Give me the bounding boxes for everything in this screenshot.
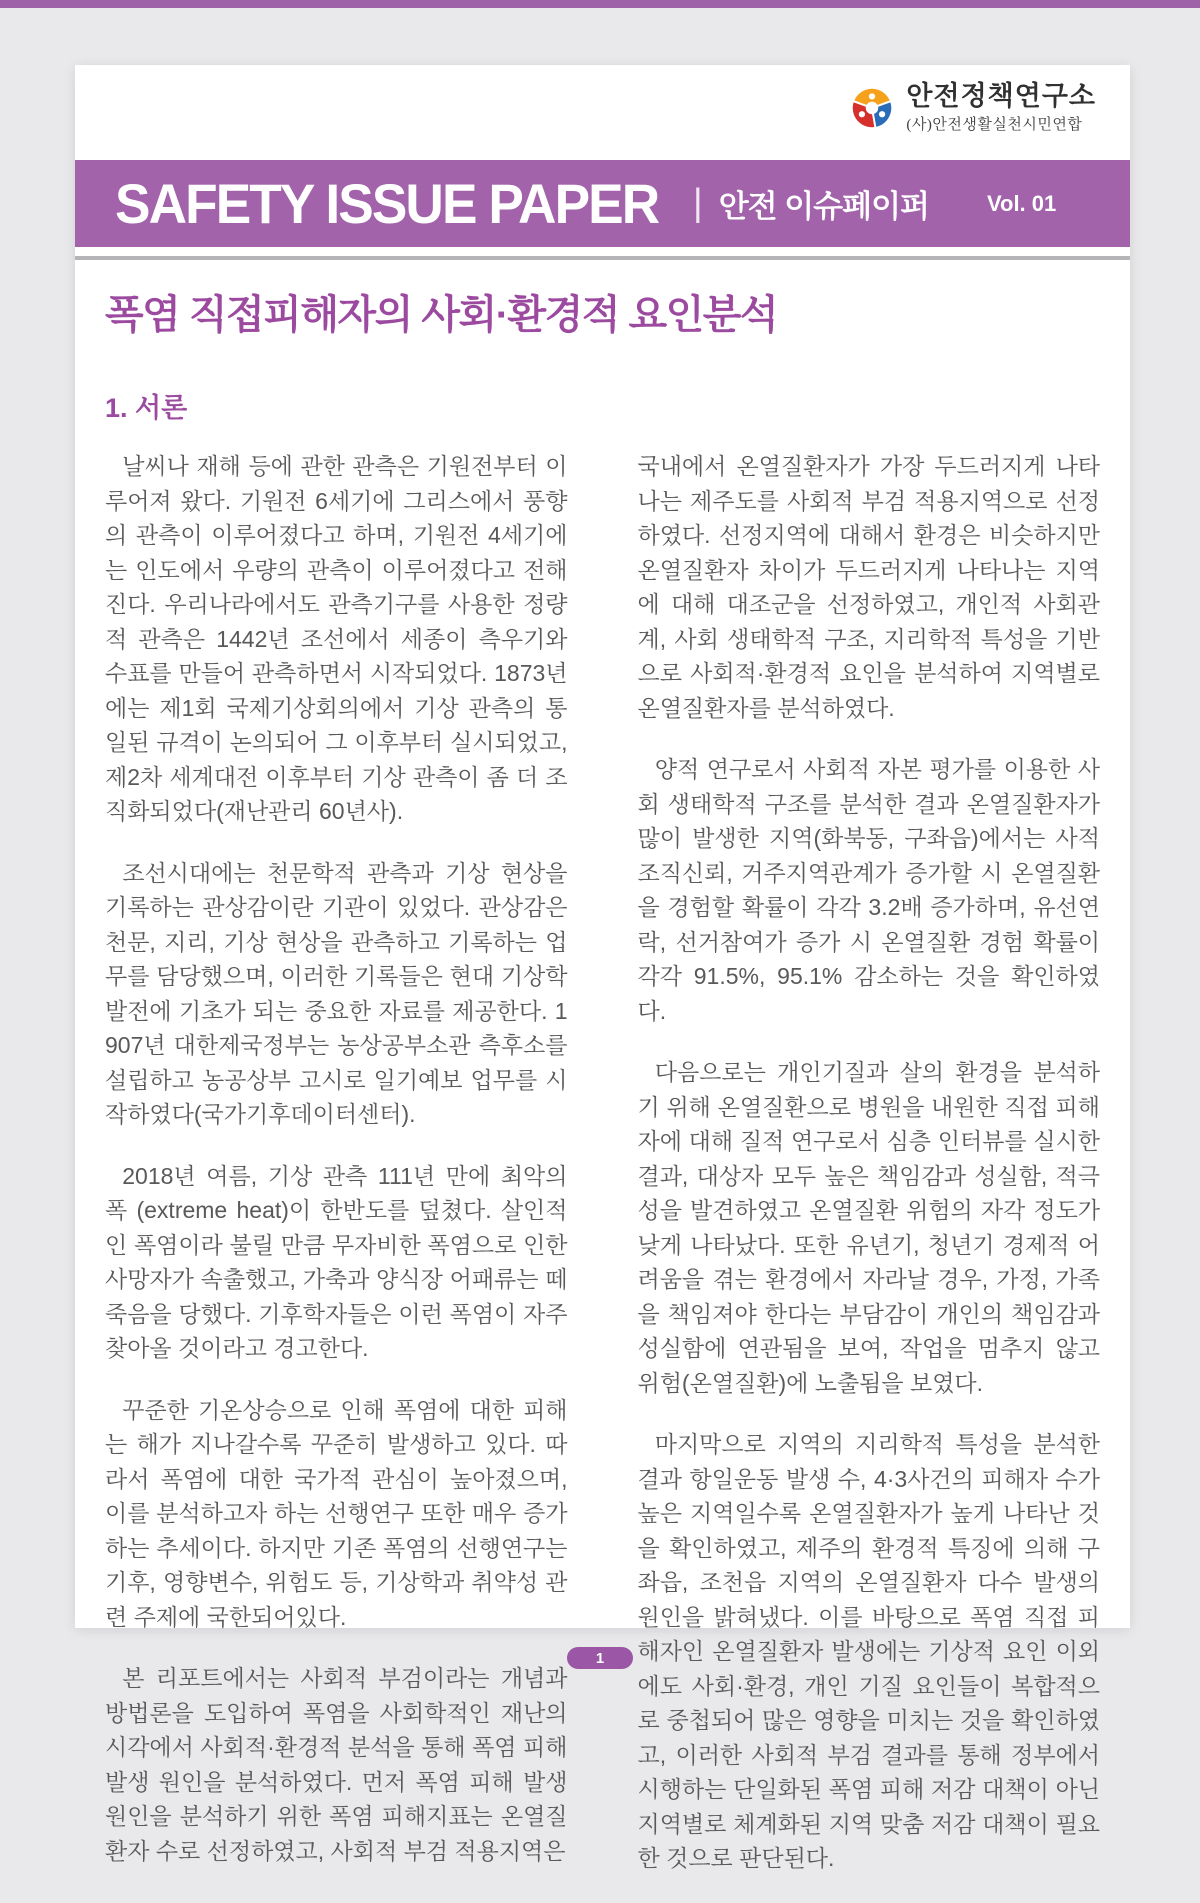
paragraph: 2018년 여름, 기상 관측 111년 만에 최악의 폭 (extreme heat)이 한반도를 덮쳤다. 살인적인 폭염이라 불릴 만큼 무자비한 폭염으로 인한 사망자가 속출했고, 가축과 양식장 어패류는 떼죽음을 당했다. 기후학자들은 이런 폭염이 자주 찾아올 것이라고 경고한다.	[105, 1162, 568, 1361]
paper-card	[75, 65, 1130, 1871]
paragraph: 다음으로는 개인기질과 살의 환경을 분석하기 위해 온열질환으로 병원을 내원한 직접 피해자에 대해 질적 연구로서 심층 인터뷰를 실시한 결과, 대상자 모두 높은 책임감과 성실함, 적극성을 발견하였고 온열질환 위험의 자각 정도가 낮게 나타났다. 또한 유년기, 청년기 경제적 어려움을 겪는 환경에서 자라날 경우, 가정, 가족을 책임져야 한다는 부담감이 개인의 책임감과 성실함에 연관됨을 보여, 작업을 멈추지 않고 위험(온열질환)에 노출됨을 보였다.	[637, 1059, 1100, 1396]
paragraph: 날씨나 재해 등에 관한 관측은 기원전부터 이루어져 왔다. 기원전 6세기에 그리스에서 풍향의 관측이 이루어졌다고 하며, 기원전 4세기에는 인도에서 우량의 관측이 이루어졌다고 전해진다. 우리나라에서도 관측기구를 사용한 정량적 관측은 1442년 조선에서 세종이 측우기와 수표를 만들어 관측하면서 시작되었다. 1873년에는 제1회 국제기상회의에서 기상 관측의 통일된 규격이 논의되어 그 이후부터 실시되었고, 제2차 세계대전 이후부터 기상 관측이 좀 더 조직화되었다(재난관리 60년사).	[105, 453, 568, 824]
org-logo-text	[906, 81, 1096, 134]
banner-separator: |	[692, 182, 703, 224]
paragraph: 본 리포트에서는 사회적 부검이라는 개념과 방법론을 도입하여 폭염을 사회학적인 재난의 시각에서 사회적·환경적 분석을 통해 폭염 피해 발생 원인을 분석하였다. 먼저 폭염 피해 발생 원인을 분석하기 위한 폭염 피해지표는 온열질환자 수로 선정하였고, 사회적 부검 적용지역은	[105, 1665, 568, 1864]
banner-title-ko: 안전 이슈페이퍼	[718, 189, 929, 224]
body-columns	[105, 449, 1100, 1903]
section-heading-intro: 1. 서론	[105, 393, 188, 423]
org-subname: (사)안전생활실천시민연합	[906, 117, 1083, 133]
paragraph: 조선시대에는 천문학적 관측과 기상 현상을 기록하는 관상감이란 기관이 있었다. 관상감은 천문, 지리, 기상 현상을 관측하고 기록하는 업무를 담당했으며, 이러한 기록들은 현대 기상학 발전에 기초가 되는 중요한 자료를 제공한다. 1907년 대한제국정부는 농상공부소관 측후소를 설립하고 농공상부 고시로 일기예보 업무를 시작하였다(국가기후데이터센터).	[105, 859, 568, 1127]
page-number-badge	[567, 1647, 633, 1669]
paragraph: 마지막으로 지역의 지리학적 특성을 분석한 결과 항일운동 발생 수, 4·3사건의 피해자 수가 높은 지역일수록 온열질환자가 높게 나타난 것을 확인하였고, 제주의 환경적 특징에 의해 구좌읍, 조천읍 지역의 온열질환자 다수 발생의 원인을 밝혀냈다. 이를 바탕으로 폭염 직접 피해자인 온열질환자 발생에는 기상적 요인 이외에도 사회·환경, 개인 기질 요인들이 복합적으로 중첩되어 많은 영향을 미치는 것을 확인하였고, 이러한 사회적 부검 결과를 통해 정부에서 시행하는 단일화된 폭염 피해 저감 대책이 아닌 지역별로 체계화된 지역 맞춤 저감 대책이 필요한 것으로 판단된다.	[637, 1431, 1100, 1871]
article-title: 폭염 직접피해자의 사회·환경적 요인분석	[105, 293, 778, 337]
page-number: 1	[595, 1649, 605, 1667]
org-logo	[848, 81, 1096, 134]
org-name: 안전정책연구소	[906, 81, 1096, 111]
issue-paper-banner	[75, 160, 1130, 247]
right-column	[638, 449, 1101, 1903]
paragraph: 양적 연구로서 사회적 자본 평가를 이용한 사회 생태학적 구조를 분석한 결과 온열질환자가 많이 발생한 지역(화북동, 구좌읍)에서는 사적조직신뢰, 거주지역관계가 증가할 시 온열질환을 경험할 확률이 각각 3.2배 증가하며, 유선연락, 선거참여가 증가 시 온열질환 경험 확률이 각각 91.5%, 95.1% 감소하는 것을 확인하였다.	[637, 756, 1100, 1024]
left-column	[105, 449, 568, 1903]
banner-title-en: SAFETY ISSUE PAPER	[115, 172, 659, 235]
paragraph: 국내에서 온열질환자가 가장 두드러지게 나타나는 제주도를 사회적 부검 적용지역으로 선정하였다. 선정지역에 대해서 환경은 비슷하지만 온열질환자 차이가 두드러지게 나타나는 지역에 대해 대조군을 선정하였고, 개인적 사회관계, 사회 생태학적 구조, 지리학적 특성을 기반으로 사회적·환경적 요인을 분석하여 지역별로 온열질환자를 분석하였다.	[637, 453, 1100, 721]
banner-volume: Vol. 01	[986, 190, 1057, 216]
banner-divider-rule	[75, 256, 1130, 260]
top-accent-strip	[0, 0, 1200, 8]
paragraph: 꾸준한 기온상승으로 인해 폭염에 대한 피해는 해가 지나갈수록 꾸준히 발생하고 있다. 따라서 폭염에 대한 국가적 관심이 높아졌으며, 이를 분석하고자 하는 선행연구 또한 매우 증가하는 추세이다. 하지만 기존 폭염의 선행연구는 기후, 영향변수, 위험도 등, 기상학과 취약성 관련 주제에 국한되어있다.	[105, 1396, 568, 1630]
org-logo-icon	[848, 84, 896, 132]
